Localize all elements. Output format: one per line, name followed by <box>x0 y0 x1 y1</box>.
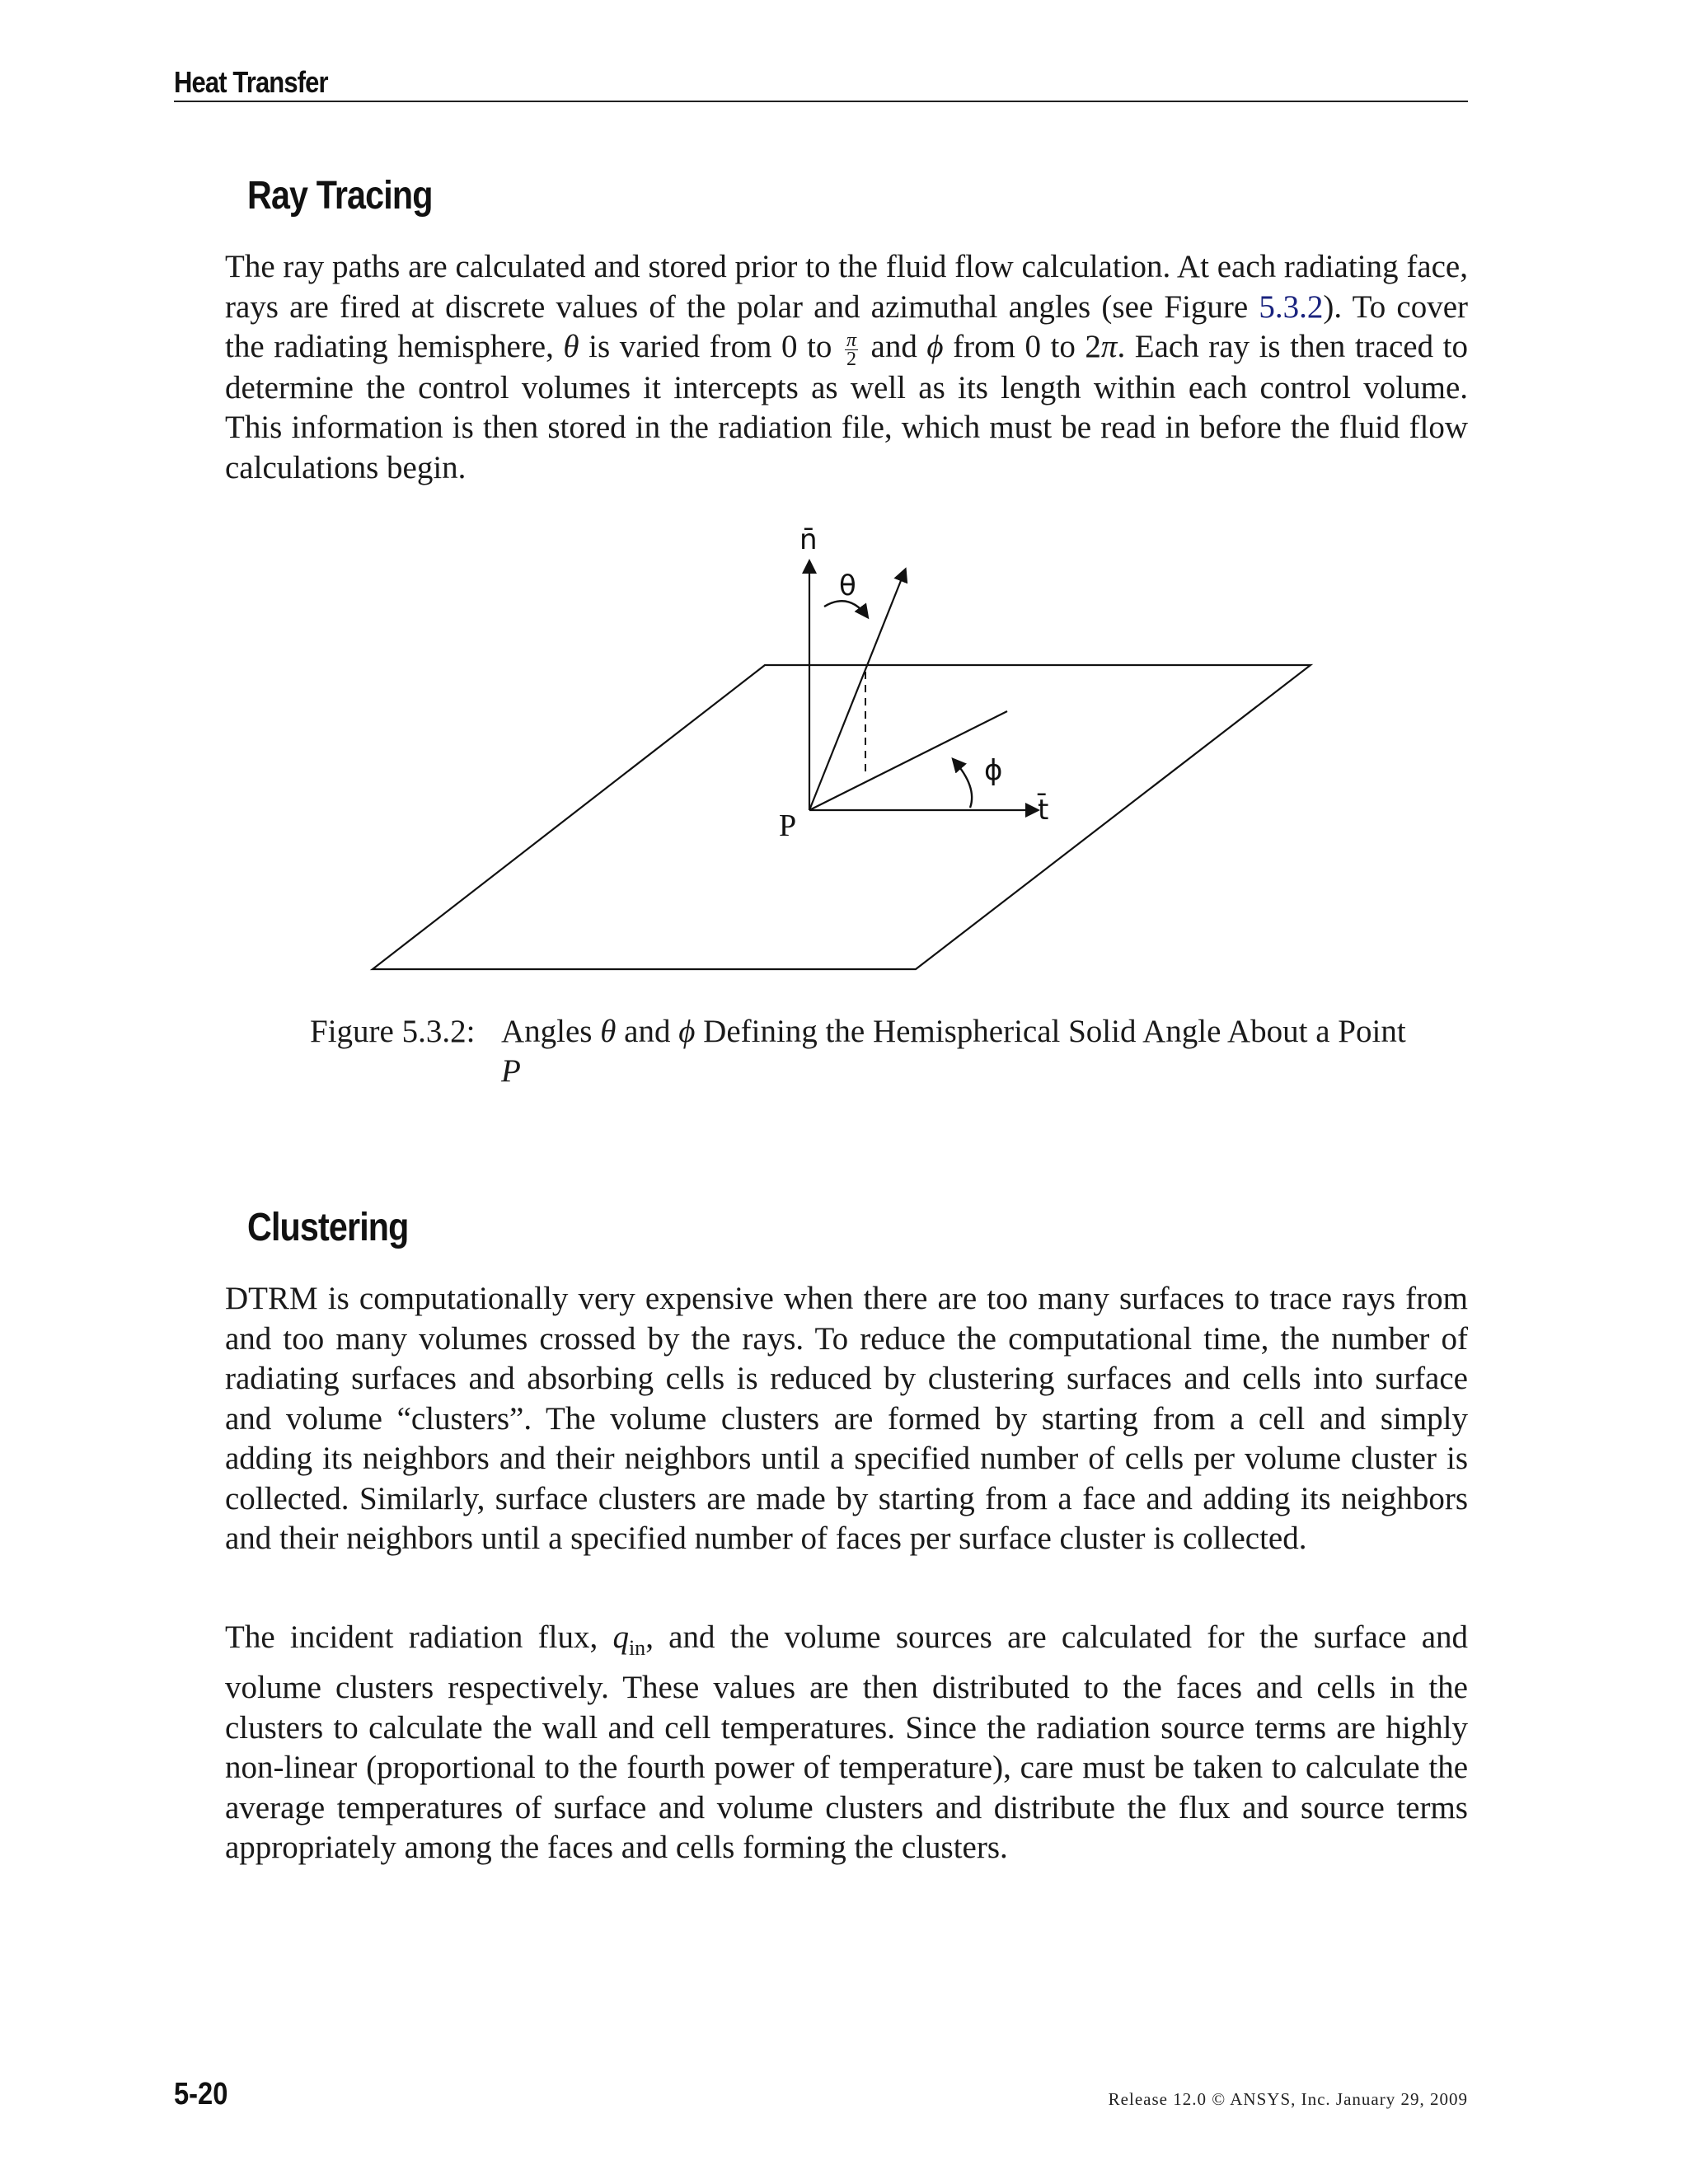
tangent-label: t̄ <box>1038 794 1049 827</box>
phi-arc <box>954 760 972 808</box>
text-span: ). To cover the radiating hemisphere, <box>225 288 1468 364</box>
q-subscript: in <box>628 1635 646 1660</box>
ray-tracing-paragraph <box>225 247 1468 488</box>
text-span: is varied from 0 to <box>579 329 842 364</box>
release-footer: Release 12.0 © ANSYS, Inc. January 29, 2009 <box>1108 2089 1468 2109</box>
section-title-clustering: Clustering <box>247 1206 409 1249</box>
section-title-ray-tracing: Ray Tracing <box>247 174 433 218</box>
clustering-paragraph-1: DTRM is computationally very expensive when there are too many surfaces to trace rays from and too many volumes crossed by the rays. To reduce the computational time, the number of radiating surfaces and absorbing cells is reduced by clustering surfaces and cells into surface and volume “clusters”. The volume clusters are formed by starting from a cell and simply adding its neighbors and their neighbors until a specified number of cells per volume cluster is collected. Similarly, surface clusters are made by starting from a face and adding its neighbors and their neighbors until a specified number of faces per surface cluster is collected. <box>225 1281 1468 1556</box>
hemisphere-angle-diagram <box>0 494 1688 1005</box>
fraction-denominator: 2 <box>846 348 856 370</box>
pi-symbol: π <box>1100 329 1118 364</box>
theta-symbol: θ <box>600 1014 617 1049</box>
text-span: from 0 to 2 <box>943 329 1101 364</box>
theta-symbol: θ <box>563 329 579 364</box>
text-span: Angles <box>501 1014 601 1049</box>
phi-label: ϕ <box>984 754 1003 787</box>
text-span: The incident radiation flux, <box>225 1619 613 1655</box>
figure-caption-label: Figure 5.3.2: <box>310 1014 476 1049</box>
theta-arc <box>824 601 867 616</box>
surface-plane <box>373 665 1311 969</box>
figure-reference-link[interactable]: 5.3.2 <box>1259 288 1324 325</box>
text-span: and <box>861 329 927 364</box>
normal-label: n̄ <box>799 523 818 556</box>
q-symbol: q <box>612 1619 629 1655</box>
clustering-paragraph-2 <box>225 1618 1468 1868</box>
ray-projection-line <box>809 711 1007 810</box>
phi-symbol: ϕ <box>926 329 944 364</box>
text-span: , and the volume sources are calculated for the surface and volume clusters respectively. These values are then distributed to the faces and cells in the clusters to calculate the wall and cell temperatures. Since the radiation source terms are highly non-linear (proportional to the fourth power of temperature), care must be taken to calculate the average temperatures of surface and volume clusters and distribute the flux and source terms appropriately among the faces and cells forming the clusters. <box>225 1619 1469 1866</box>
text-span: Defining the Hemispherical Solid Angle About a Point <box>695 1014 1406 1049</box>
text-span: The ray paths are calculated and stored prior to the fluid flow calculation. At each radiating face, rays are fired at discrete values of the polar and azimuthal angles (see Figure <box>225 249 1468 325</box>
theta-label: θ <box>839 569 856 602</box>
pi-over-two-fraction <box>845 331 858 368</box>
text-span: . Each ray is then traced to determine the control volumes it intercepts as well as its length within each control volume. This information is then stored in the radiation file, which must be read in before the fluid flow calculations begin. <box>225 329 1468 485</box>
header-rule <box>174 101 1468 102</box>
fraction-numerator: π <box>846 329 856 351</box>
page-number: 5-20 <box>174 2077 228 2111</box>
point-p-label: P <box>779 808 797 843</box>
point-p-symbol: P <box>501 1053 521 1089</box>
figure-caption <box>501 1012 1416 1091</box>
running-header: Heat Transfer <box>174 65 328 99</box>
text-span: and <box>616 1014 679 1049</box>
phi-symbol: ϕ <box>678 1014 696 1049</box>
